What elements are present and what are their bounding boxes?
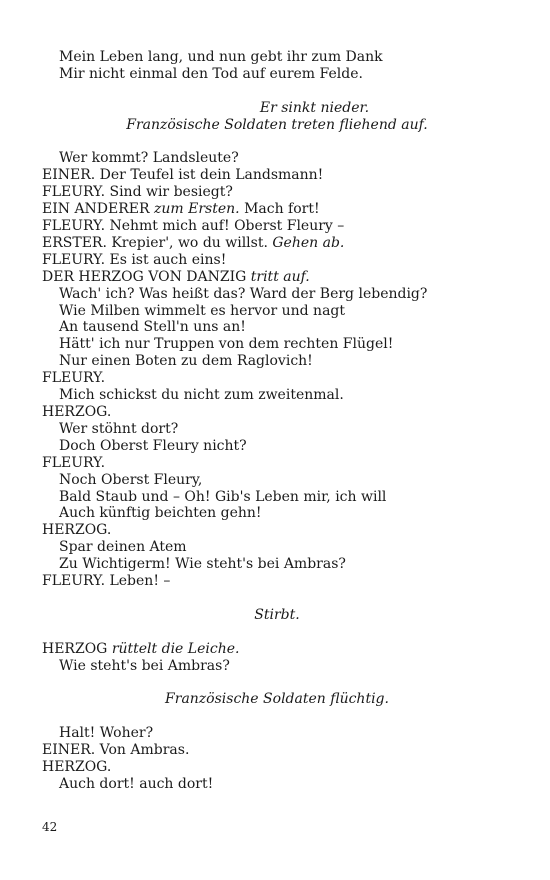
page-text xyxy=(42,49,512,793)
verse-line: Noch Oberst Fleury, xyxy=(59,471,203,488)
dialogue-line: FLEURY. Sind wir besiegt? xyxy=(42,184,233,201)
verse-line: Bald Staub und – Oh! Gib's Leben mir, ich will xyxy=(59,488,387,505)
inline-stage-direction: rüttelt die Leiche. xyxy=(111,640,240,657)
stage-direction: Stirbt. xyxy=(254,606,300,623)
verse-line: Wach' ich? Was heißt das? Ward der Berg lebendig? xyxy=(59,285,428,302)
inline-stage-direction: tritt auf. xyxy=(250,268,310,285)
speaker-name: DER HERZOG VON DANZIG xyxy=(42,268,247,285)
dialogue-line: FLEURY. Leben! – xyxy=(42,573,171,590)
speaker-name: FLEURY. xyxy=(42,370,106,387)
dialogue-line: FLEURY. Nehmt mich auf! Oberst Fleury – xyxy=(42,218,345,235)
dialogue-line: EINER. Von Ambras. xyxy=(42,742,190,759)
verse-line: Halt! Woher? xyxy=(59,725,154,742)
speaker-name: HERZOG. xyxy=(42,758,112,775)
verse-line: Mich schickst du nicht zum zweitenmal. xyxy=(59,387,344,404)
dialogue-line xyxy=(42,201,512,218)
spacer xyxy=(42,708,512,725)
stage-direction: Französische Soldaten treten fliehend auf. xyxy=(126,116,428,133)
page-number: 42 xyxy=(42,820,58,834)
dialogue-line: EINER. Der Teufel ist dein Landsmann! xyxy=(42,167,324,184)
verse-line: Wer stöhnt dort? xyxy=(59,420,179,437)
verse-line: Nur einen Boten zu dem Raglovich! xyxy=(59,353,313,370)
speech-text: ERSTER. Krepier', wo du willst. xyxy=(42,234,268,251)
stage-direction: Französische Soldaten flüchtig. xyxy=(165,691,389,708)
spacer xyxy=(42,674,512,691)
speaker-name: HERZOG. xyxy=(42,404,112,420)
verse-line: Wie Milben wimmelt es hervor und nagt xyxy=(59,302,346,319)
inline-stage-direction: zum Ersten. xyxy=(154,201,240,218)
verse-line: Spar deinen Atem xyxy=(59,539,187,556)
spacer xyxy=(42,624,512,641)
verse-line: Mein Leben lang, und nun gebt ihr zum Dank xyxy=(59,49,383,65)
dialogue-line xyxy=(42,641,512,658)
spacer xyxy=(42,83,512,100)
dialogue-line: FLEURY. Es ist auch eins! xyxy=(42,251,227,268)
verse-line: Mir nicht einmal den Tod auf eurem Felde. xyxy=(59,65,363,82)
verse-line: Hätt' ich nur Truppen von dem rechten Flügel! xyxy=(59,336,394,353)
speaker-name: HERZOG. xyxy=(42,522,112,539)
spacer xyxy=(42,590,512,607)
speaker-name: FLEURY. xyxy=(42,454,106,471)
speech-text: Mach fort! xyxy=(244,201,320,218)
spacer xyxy=(42,134,512,151)
verse-line: Auch künftig beichten gehn! xyxy=(59,505,262,522)
verse-line: Wie steht's bei Ambras? xyxy=(59,657,230,674)
dialogue-line xyxy=(42,269,512,286)
verse-line: An tausend Stell'n uns an! xyxy=(59,319,246,336)
verse-line: Zu Wichtigerm! Wie steht's bei Ambras? xyxy=(59,556,346,573)
stage-direction: Er sinkt nieder. xyxy=(259,99,370,116)
inline-stage-direction: Gehen ab. xyxy=(272,234,345,251)
verse-line: Doch Oberst Fleury nicht? xyxy=(59,437,247,454)
verse-line: Auch dort! auch dort! xyxy=(59,775,214,792)
speaker-name: EIN ANDERER xyxy=(42,201,150,218)
dialogue-line xyxy=(42,235,512,252)
verse-line: Wer kommt? Landsleute? xyxy=(59,150,239,167)
speaker-name: HERZOG xyxy=(42,640,108,657)
